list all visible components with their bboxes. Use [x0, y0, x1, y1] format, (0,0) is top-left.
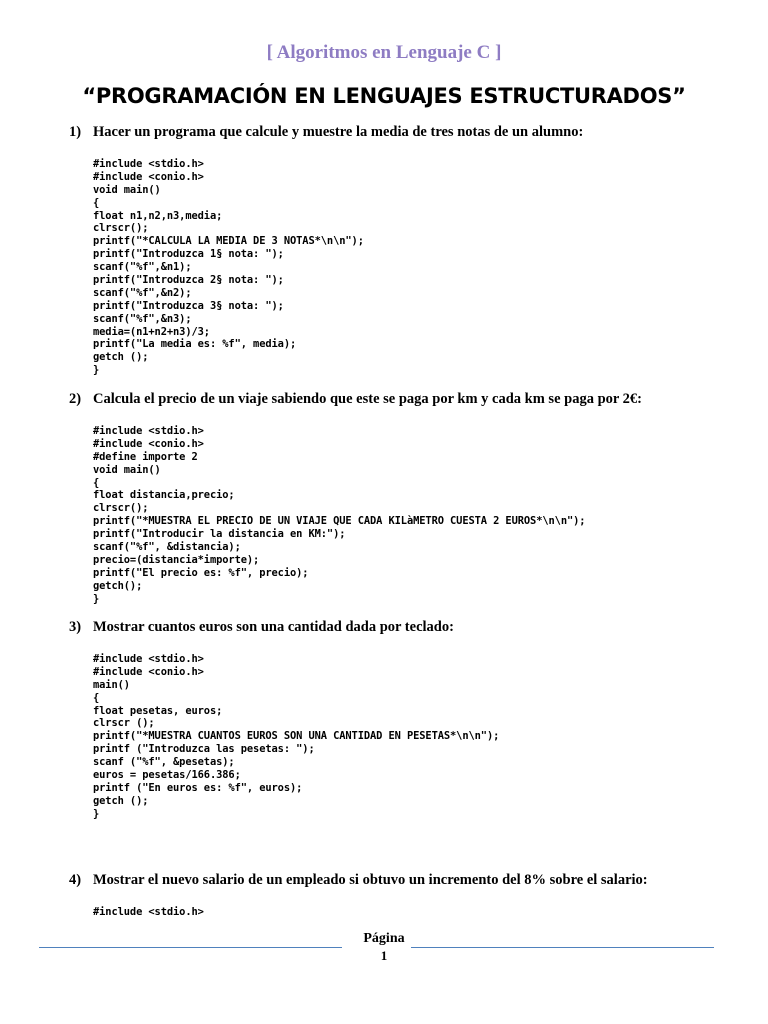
code-line: printf ("En euros es: %f", euros);	[93, 781, 303, 794]
question-4-number: 4)	[69, 872, 82, 888]
code-line: printf("*CALCULA LA MEDIA DE 3 NOTAS*\n\n");	[93, 235, 364, 248]
code-line: }	[93, 592, 100, 605]
question-4-text: Mostrar el nuevo salario de un empleado si obtuvo un incremento del 8% sobre el salario:	[93, 872, 648, 888]
code-line: getch();	[93, 579, 143, 592]
code-line: printf("*MUESTRA CUANTOS EUROS SON UNA CANTIDAD EN PESETAS*\n\n");	[93, 730, 500, 743]
code-line: printf("El precio es: %f", precio);	[93, 566, 309, 579]
question-3-text: Mostrar cuantos euros son una cantidad dada por teclado:	[93, 619, 454, 635]
footer-page-label: Página	[363, 931, 405, 946]
code-line: printf("Introduzca 2§ nota: ");	[93, 274, 284, 287]
code-line: scanf("%f",&n2);	[93, 286, 192, 299]
code-line: media=(n1+n2+n3)/3;	[93, 325, 210, 338]
code-line: #define importe 2	[93, 450, 198, 463]
code-line: clrscr();	[93, 502, 149, 515]
question-4	[69, 872, 648, 889]
code-line: float n1,n2,n3,media;	[93, 209, 223, 222]
code-line: clrscr ();	[93, 717, 155, 730]
code-line: printf("*MUESTRA EL PRECIO DE UN VIAJE QUE CADA KILàMETRO CUESTA 2 EUROS*\n\n");	[93, 515, 586, 528]
code-line: getch ();	[93, 794, 149, 807]
code-line: void main()	[93, 183, 161, 196]
code-line: #include <stdio.h>	[93, 425, 204, 437]
question-2-text: Calcula el precio de un viaje sabiendo que este se paga por km y cada km se paga por 2€:	[93, 391, 643, 407]
code-line: #include <stdio.h>	[93, 653, 204, 665]
code-line: #include <stdio.h>	[93, 906, 204, 918]
code-line: scanf("%f",&n3);	[93, 312, 192, 325]
code-block-2	[93, 425, 585, 605]
code-block-1	[93, 158, 364, 377]
code-line: #include <conio.h>	[93, 170, 204, 183]
code-block-3	[93, 653, 499, 821]
question-3	[69, 619, 454, 636]
code-line: float distancia,precio;	[93, 489, 235, 502]
code-line: #include <stdio.h>	[93, 158, 204, 170]
code-line: }	[93, 364, 100, 377]
document-title: “PROGRAMACIÓN EN LENGUAJES ESTRUCTURADOS”	[82, 84, 686, 108]
code-line: float pesetas, euros;	[93, 704, 223, 717]
code-line: printf("Introducir la distancia en KM:");	[93, 528, 346, 541]
code-line: scanf ("%f", &pesetas);	[93, 756, 235, 769]
code-line: printf("Introduzca 1§ nota: ");	[93, 248, 284, 261]
code-line: scanf("%f",&n1);	[93, 261, 192, 274]
code-line: {	[93, 196, 100, 209]
code-line: printf("La media es: %f", media);	[93, 338, 297, 351]
question-2	[69, 391, 642, 408]
footer-page-number: 1	[380, 948, 388, 963]
code-block-4	[93, 906, 204, 919]
question-2-number: 2)	[69, 391, 82, 407]
code-line: #include <conio.h>	[93, 665, 204, 678]
code-line: {	[93, 691, 100, 704]
code-line: getch ();	[93, 351, 149, 364]
code-line: printf ("Introduzca las pesetas: ");	[93, 743, 315, 756]
code-line: #include <conio.h>	[93, 437, 204, 450]
question-3-number: 3)	[69, 619, 82, 635]
running-header: [ Algoritmos en Lenguaje C ]	[266, 42, 502, 63]
code-line: clrscr();	[93, 222, 149, 235]
code-line: {	[93, 476, 100, 489]
code-line: main()	[93, 678, 130, 691]
code-line: }	[93, 807, 100, 820]
code-line: void main()	[93, 463, 161, 476]
question-1-text: Hacer un programa que calcule y muestre la media de tres notas de un alumno:	[93, 124, 584, 140]
question-1-number: 1)	[69, 124, 82, 140]
question-1	[69, 124, 583, 141]
code-line: precio=(distancia*importe);	[93, 553, 260, 566]
code-line: printf("Introduzca 3§ nota: ");	[93, 299, 284, 312]
code-line: scanf("%f", &distancia);	[93, 541, 241, 554]
code-line: euros = pesetas/166.386;	[93, 769, 241, 782]
